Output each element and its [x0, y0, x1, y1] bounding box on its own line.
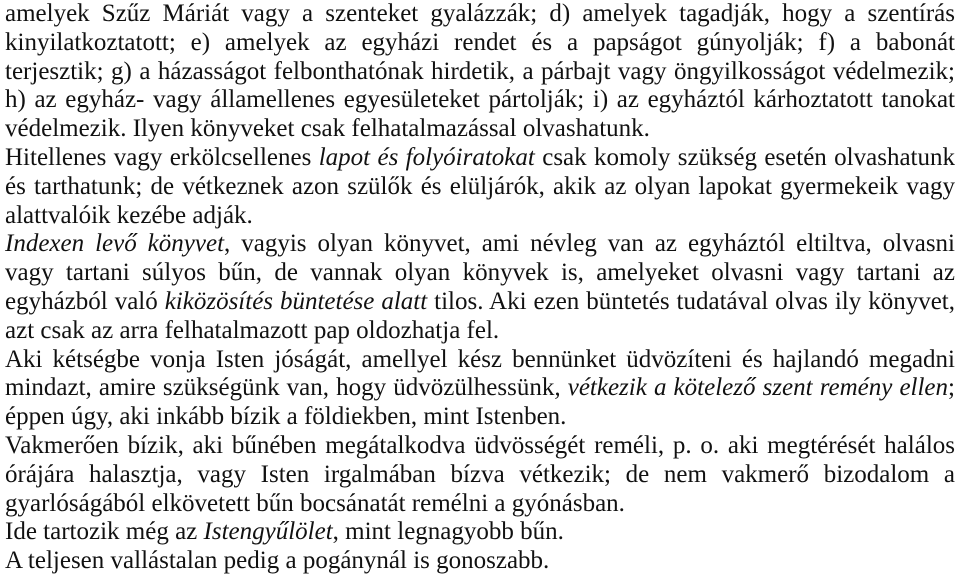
line-text: alattvalóik kezébe adják.	[5, 201, 253, 229]
text-line	[5, 490, 955, 519]
line-text: Vakmerően bízik, aki bűnében megátalkodva üdvösségét reméli, p. o. aki megtérését halálos	[5, 431, 955, 459]
text-line	[5, 547, 955, 576]
paragraph	[5, 346, 955, 432]
paragraph	[5, 432, 955, 518]
line-text: órájára halasztja, vagy Isten irgalmában bízva vétkezik; de nem vakmerő bizodalom a	[5, 460, 955, 488]
emphasis: , vétkezik a kötelező szent remény ellen	[554, 374, 949, 402]
text-line	[5, 461, 955, 490]
line-text: éppen úgy, aki inkább bízik a földiekben, mint Istenben.	[5, 403, 567, 431]
paragraph	[5, 144, 955, 230]
text-line	[5, 202, 955, 231]
text-line	[5, 374, 955, 403]
line-text: mindazt, amire szükségünk van, hogy üdvözülhessünk	[5, 374, 555, 402]
line-text: egyházból való	[5, 287, 165, 315]
line-text: és tarthatunk; de vétkeznek azon szülők és elüljárók, akik az olyan lapokat gyermekeik vagy	[5, 172, 955, 200]
line-text: kinyilatkoztatott; e) amelyek az egyházi rendet és a papságot gúnyolják; f) a babonát	[5, 28, 955, 56]
line-text: terjesztik; g) a házasságot felbonthatónak hirdetik, a párbajt vagy öngyilkosságot védelmezik;	[5, 57, 955, 85]
line-text: csak komoly szükség esetén olvashatunk	[534, 143, 955, 171]
text-line	[5, 86, 955, 115]
emphasis: Indexen levő könyvet	[5, 230, 225, 258]
emphasis: kiközösítés büntetése alatt	[164, 287, 428, 315]
text-line	[5, 432, 955, 461]
paragraph	[5, 0, 955, 144]
text-line	[5, 317, 955, 346]
line-text: ;	[948, 374, 955, 402]
text-line	[5, 115, 955, 144]
text-line	[5, 346, 955, 375]
text-line	[5, 518, 955, 547]
text-line	[5, 29, 955, 58]
line-text: , vagyis olyan könyvet, ami névleg van az egyháztól eltiltva, olvasni	[224, 230, 955, 258]
line-text: gyarlóságából elkövetett bűn bocsánatát remélni a gyónásban.	[5, 489, 625, 517]
line-text: Hitellenes vagy erkölcsellenes	[5, 143, 319, 171]
emphasis: Istengyűlölet	[203, 518, 333, 546]
text-line	[5, 58, 955, 87]
text-line	[5, 0, 955, 29]
document-page	[5, 0, 955, 576]
text-line	[5, 144, 955, 173]
paragraph	[5, 518, 955, 547]
line-text: A teljesen vallástalan pedig a pogánynál is gonoszabb.	[5, 547, 550, 575]
text-line	[5, 259, 955, 288]
line-text: tilos. Aki ezen büntetés tudatával olvas ily könyvet,	[427, 287, 955, 315]
line-text: azt csak az arra felhatalmazott pap oldozhatja fel.	[5, 316, 500, 344]
line-text: amelyek Szűz Máriát vagy a szenteket gyalázzák; d) amelyek tagadják, hogy a szentírás	[5, 0, 955, 27]
text-line	[5, 230, 955, 259]
paragraph	[5, 547, 955, 576]
line-text: , mint legnagyobb bűn.	[332, 518, 564, 546]
line-text: h) az egyház- vagy államellenes egyesületeket pártolják; i) az egyháztól kárhoztatott tanokat	[5, 86, 955, 114]
text-line	[5, 403, 955, 432]
line-text: Aki kétségbe vonja Isten jóságát, amellyel kész bennünket üdvözíteni és hajlandó megadni	[5, 345, 955, 373]
text-line	[5, 288, 955, 317]
line-text: vagy tartani súlyos bűn, de vannak olyan könyvek is, amelyeket olvasni vagy tartani az	[5, 259, 955, 287]
line-text: védelmezik. Ilyen könyveket csak felhatalmazással olvashatunk.	[5, 115, 650, 143]
line-text: Ide tartozik még az	[5, 518, 204, 546]
text-line	[5, 173, 955, 202]
paragraph	[5, 230, 955, 345]
emphasis: lapot és folyóiratokat	[318, 143, 535, 171]
